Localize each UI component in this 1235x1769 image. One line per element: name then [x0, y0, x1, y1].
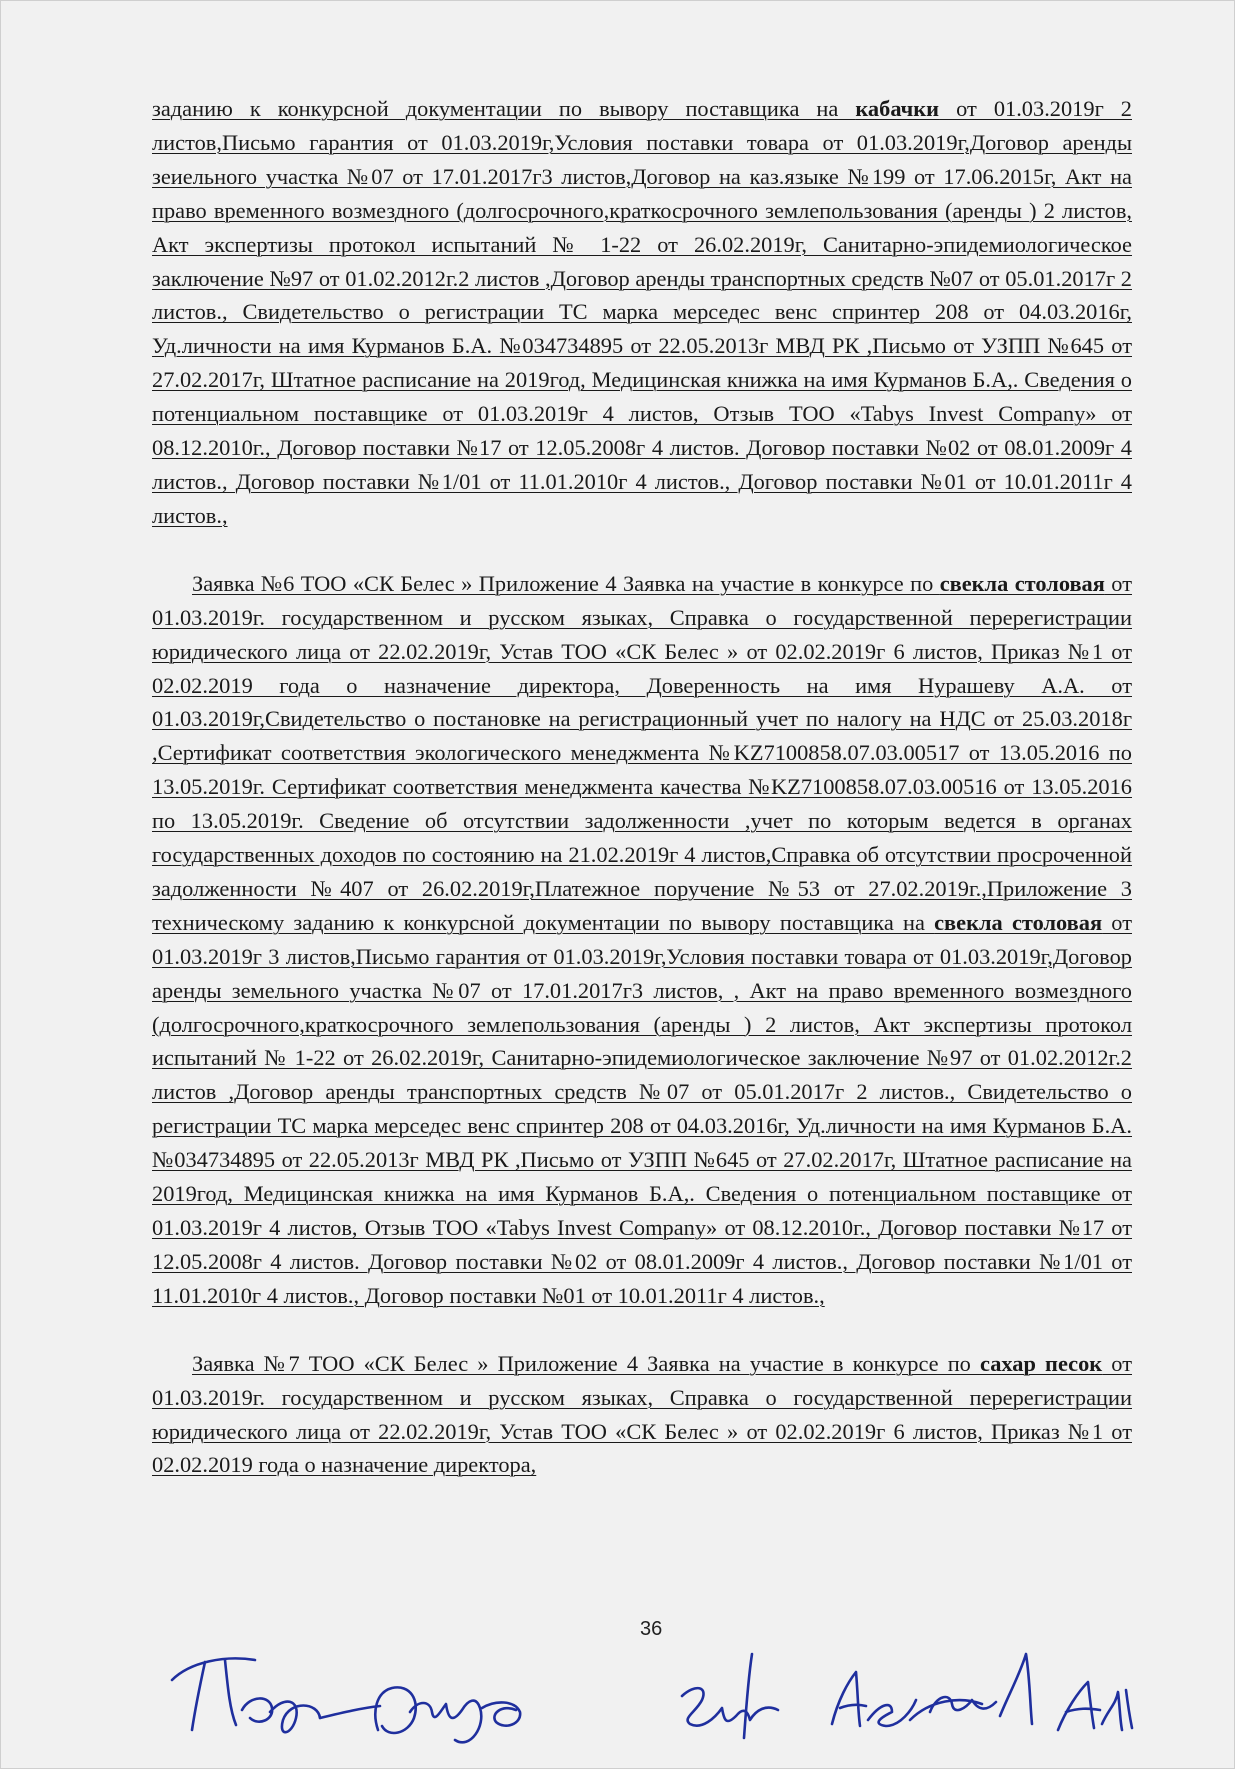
- text-run: Заявка №6 ТОО «СК Белес » Приложение 4 Заявка на участие в конкурсе по: [192, 570, 940, 596]
- paragraph-application-7: [152, 1347, 1132, 1483]
- signature-left: [172, 1658, 520, 1742]
- signature-right-4: [1058, 1682, 1132, 1730]
- product-name: свекла столовая: [939, 570, 1105, 596]
- paragraph-gap: [152, 1313, 1132, 1347]
- paragraph-gap: [152, 533, 1132, 567]
- text-run: от 01.03.2019г 3 листов,Письмо гарантия от 01.03.2019г,Условия поставки товара от 01.03.2019г,Договор аренды земельного участка №07 от 17.01.2017г3 листов, , Акт на право временного возмездного (долгосрочного,краткосрочного землепользования (аренды ) 2 листов, Акт экспертизы протокол испытаний № 1-22 от 26.02.2019г, Санитарно-эпидемиологическое заключение №97 от 01.02.2012г.2 листов ,Договор аренды транспортных средств №07 от 05.01.2017г 2 листов., Свидетельство о регистрации ТС марка мерседес венс спринтер 208 от 04.03.2016г, Уд.личности на имя Курманов Б.А. №034734895 от 22.05.2013г МВД РК ,Письмо от УЗПП №645 от 27.02.2017г, Штатное расписание на 2019год, Медицинская книжка на имя Курманов Б.А,. Сведения о потенциальном поставщике от 01.03.2019г 4 листов, Отзыв ТОО «Tabys Invest Company» от 08.12.2010г., Договор поставки №17 от 12.05.2008г 4 листов. Договор поставки №02 от 08.01.2009г 4 листов., Договор поставки №1/01 от 11.01.2010г 4 листов., Договор поставки №01 от 10.01.2011г 4 листов.,: [152, 909, 1132, 1308]
- paragraph-kabachki: [152, 92, 1132, 533]
- text-run: от 01.03.2019г. государственном и русском языках, Справка о государственной перерегистрации юридического лица от 22.02.2019г, Устав ТОО «СК Белес » от 02.02.2019г 6 листов, Приказ №1 от 02.02.2019 года о назначение директора, Доверенность на имя Нурашеву А.А. от 01.03.2019г,Свидетельство о постановке на регистрационный учет по налогу на НДС от 25.03.2018г ,Сертификат соответствия экологического менеджмента №KZ7100858.07.03.00517 от 13.05.2016 по 13.05.2019г. Сертификат соответствия менеджмента качества №KZ7100858.07.03.00516 от 13.05.2016 по 13.05.2019г. Сведение об отсутствии задолженности ,учет по которым ведется в органах государственных доходов по состоянию на 21.02.2019г 4 листов,Справка об отсутствии просроченной задолженности №407 от 26.02.2019г,Платежное поручение №53 от 27.02.2019г.,Приложение 3 техническому заданию к конкурсной документации по вывору поставщика на: [152, 570, 1132, 935]
- text-run: Заявка №7 ТОО «СК Белес » Приложение 4 Заявка на участие в конкурсе по: [192, 1350, 980, 1376]
- product-name: кабачки: [855, 96, 940, 121]
- document-body: [152, 92, 1132, 1482]
- text-run: от 01.03.2019г. государственном и русском языках, Справка о государственной перерегистрации юридического лица от 22.02.2019г, Устав ТОО «СК Белес » от 02.02.2019г 6 листов, Приказ №1 от 02.02.2019 года о назначение директора,: [152, 1350, 1132, 1478]
- paragraph-application-6: [152, 567, 1132, 1313]
- signature-right-1: [682, 1654, 778, 1738]
- page-number: 36: [640, 1618, 663, 1640]
- signatures: [0, 1600, 1235, 1760]
- text-run: заданию к конкурсной документации по вывору поставщика на: [152, 96, 856, 121]
- signature-right-2: [832, 1672, 916, 1726]
- product-name: свекла столовая: [934, 909, 1103, 935]
- text-run: от 01.03.2019г 2 листов,Письмо гарантия от 01.03.2019г,Условия поставки товара от 01.03.2019г,Договор аренды зеиельного участка №07 от 17.01.2017г3 листов,Договор на каз.языке №199 от 17.06.2015г, Акт на право временного возмездного (долгосрочного,краткосрочного землепользования (аренды ) 2 листов, Акт экспертизы протокол испытаний № 1-22 от 26.02.2019г, Санитарно-эпидемиологическое заключение №97 от 01.02.2012г.2 листов ,Договор аренды транспортных средств №07 от 05.01.2017г 2 листов., Свидетельство о регистрации ТС марка мерседес венс спринтер 208 от 04.03.2016г, Уд.личности на имя Курманов Б.А. №034734895 от 22.05.2013г МВД РК ,Письмо от УЗПП №645 от 27.02.2017г, Штатное расписание на 2019год, Медицинская книжка на имя Курманов Б.А,. Сведения о потенциальном поставщике от 01.03.2019г 4 листов, Отзыв ТОО «Tabys Invest Company» от 08.12.2010г., Договор поставки №17 от 12.05.2008г 4 листов. Договор поставки №02 от 08.01.2009г 4 листов., Договор поставки №1/01 от 11.01.2010г 4 листов., Договор поставки №01 от 10.01.2011г 4 листов.,: [152, 96, 1132, 528]
- signature-right-3: [910, 1654, 1032, 1724]
- product-name: сахар песок: [979, 1350, 1103, 1376]
